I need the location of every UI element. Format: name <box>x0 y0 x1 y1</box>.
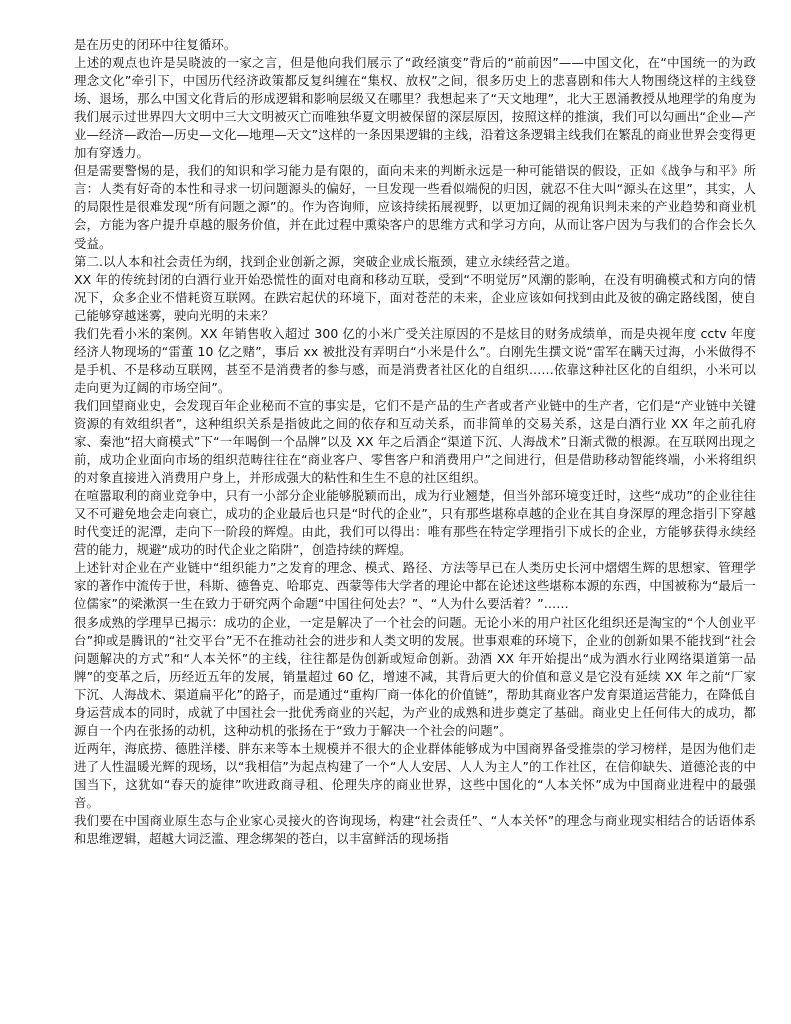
paragraph-history-cycle: 是在历史的闭环中往复循环。 <box>74 37 237 52</box>
document-page <box>74 36 756 1020</box>
paragraph-scholars: 上述针对企业在产业链中“组织能力”之发育的理念、模式、路径、方法等早已在人类历史长河中熠熠生辉的思想家、管理学家的著作中流传于世，科斯、德鲁克、哈耶克、西蒙等伟大学者的理论中都在论述这些堪称本源的东西，中国被称为“最后一位儒家”的梁漱溟一生在致力于研究两个命题“中国往何处去？”、“人为什么要活着？”…… <box>74 560 756 612</box>
paragraph-consulting: 我们要在中国商业原生态与企业家心灵接火的咨询现场，构建“社会责任”、“人本关怀”的理念与商业现实相结合的话语体系和思维逻辑，超越大词泛滥、理念绑架的苍白，以丰富鲜活的现场指 <box>74 813 756 847</box>
section-heading-second: 第二.以人本和社会责任为纲，找到企业创新之源，突破企业成长瓶颈，建立永续经营之道。 <box>74 253 578 269</box>
paragraph-causal-chain: 上述的观点也许是吴晓波的一家之言，但是他向我们展示了“政经演变”背后的“前前因”——中国文化，在“中国统一的为政理念文化”牵引下，中国历代经济政策都反复纠缠在“集权、放权”之间，很多历史上的悲喜剧和伟大人物围绕这样的主线登场、退场，那么中国文化背后的形成逻辑和影响层级又在哪里？我想起来了“天文地理”，北大王恩涌教授从地理学的角度为我们展示过世界四大文明中三大文明被灭亡而唯独华夏文明被保留的深层原因，按照这样的推演，我们可以勾画出“企业—产业—经济—政治—历史—文化—地理—天文”这样的一条因果逻辑的主线，沿着这条逻辑主线我们在繁乱的商业世界会变得更加有穿透力。 <box>74 55 756 161</box>
paragraph-competition: 在喧嚣取利的商业竞争中，只有一小部分企业能够脱颖而出，成为行业翘楚，但当外部环境变迁时，这些“成功”的企业往往又不可避免地会走向衰亡，成功的企业最后也只是“时代的企业”，只有那些堪称卓越的企业在其自身深厚的理念指引下穿越时代变迁的泥潭，走向下一阶段的辉煌。由此，我们可以得出：唯有那些在特定学理指引下成长的企业，方能够获得永续经营的能力，规避“成功的时代企业之陷阱”，创造持续的辉煌。 <box>74 488 756 558</box>
paragraph-knowledge-limits: 但是需要警惕的是，我们的知识和学习能力是有限的，面向未来的判断永远是一种可能错误的假设，正如《战争与和平》所言：人类有好奇的本性和寻求一切问题源头的偏好，一旦发现一些看似端倪的归因，就忍不住大叫“源头在这里”，其实，人的局限性是很难发现“所有问题之源”的。作为咨询师，应该持续拓展视野，以更加辽阔的视角识判未来的产业趋势和商业机会，方能为客户提升卓越的服务价值，并在此过程中熏染客户的思维方式和学习方向，从而让客户因为与我们的合作会长久受益。 <box>74 163 756 251</box>
paragraph-social-problems: 很多成熟的学理早已揭示：成功的企业，一定是解决了一个社会的问题。无论小米的用户社区化组织还是淘宝的“个人创业平台”抑或是腾讯的“社交平台”无不在推动社会的进步和人类文明的发展。世事艰难的环境下，企业的创新如果不能找到“社会问题解决的方式”和“人本关怀”的主线，往往都是伪创新或短命创新。劲酒 XX 年开始提出“成为酒水行业网络渠道第一品牌”的变革之后，历经近五年的发展，销量超过 60 亿，增速不减，其背后更大的价值和意义是它没有延续 XX 年之前“厂家下沉、人海战术、渠道扁平化”的路子，而是通过“重构厂商一体化的价值链”，帮助其商业客户发育渠道运营能力，在降低自身运营成本的同时，成就了中国社会一批优秀商业的兴起，为产业的成熟和进步奠定了基础。商业史上任何伟大的成功，都源自一个内在张扬的动机，这种动机的张扬在于“致力于解决一个社会的问题”。 <box>74 614 756 738</box>
paragraph-local-enterprises: 近两年，海底捞、德胜洋楼、胖东来等本土规模并不很大的企业群体能够成为中国商界备受推崇的学习榜样，是因为他们走进了人性温暖光辉的现场，以“我相信”为起点构建了一个“人人安居、人人为主人”的工作社区，在信仰缺失、道德沦丧的中国当下，这犹如“春天的旋律”吹进政商寻租、伦理失序的商业世界，这些中国化的“人本关怀”成为中国商业进程中的最强音。 <box>74 740 756 810</box>
paragraph-business-history: 我们回望商业史，会发现百年企业秘而不宣的事实是，它们不是产品的生产者或者产业链中的生产者，它们是“产业链中关键资源的有效组织者”，这种组织关系是指彼此之间的依存和互动关系，而非简单的交易关系，这是白酒行业 XX 年之前孔府家、秦池“招大商模式”下“一年喝倒一个品牌”以及 XX 年之后酒企“渠道下沉、人海战术”日渐式微的根源。在互联网出现之前，成功企业面向市场的组织范畴往往在“商业客户、零售客户和消费用户”之间进行，但是借助移动智能终端，小米将组织的对象直接进入消费用户身上，并形成强大的粘性和生生不息的社区组织。 <box>74 397 756 486</box>
paragraph-xiaomi-case: 我们先看小米的案例。XX 年销售收入超过 300 亿的小米广受关注原因的不是炫目的财务成绩单，而是央视年度 cctv 年度经济人物现场的“雷董 10 亿之赌”，事后 xx 被批没有弄明白“小米是什么”。白刚先生撰文说“雷军在瞒天过海，小米做得不是手机、不是移动互联网，甚至不是消费者的参与感，而是消费者社区化的自组织……依靠这种社区化的自组织，小米可以走向更为辽阔的市场空间”。 <box>74 325 756 395</box>
paragraph-liquor-industry: XX 年的传统封闭的白酒行业开始恐慌性的面对电商和移动互联，受到“不明觉厉”风潮的影响，在没有明确模式和方向的情况下，众多企业不惜耗资互联网。在跌宕起伏的环境下，面对苍茫的未来，企业应该如何找到由此及彼的确定路线图，使自己能够穿越迷雾，驶向光明的未来？ <box>74 271 756 323</box>
